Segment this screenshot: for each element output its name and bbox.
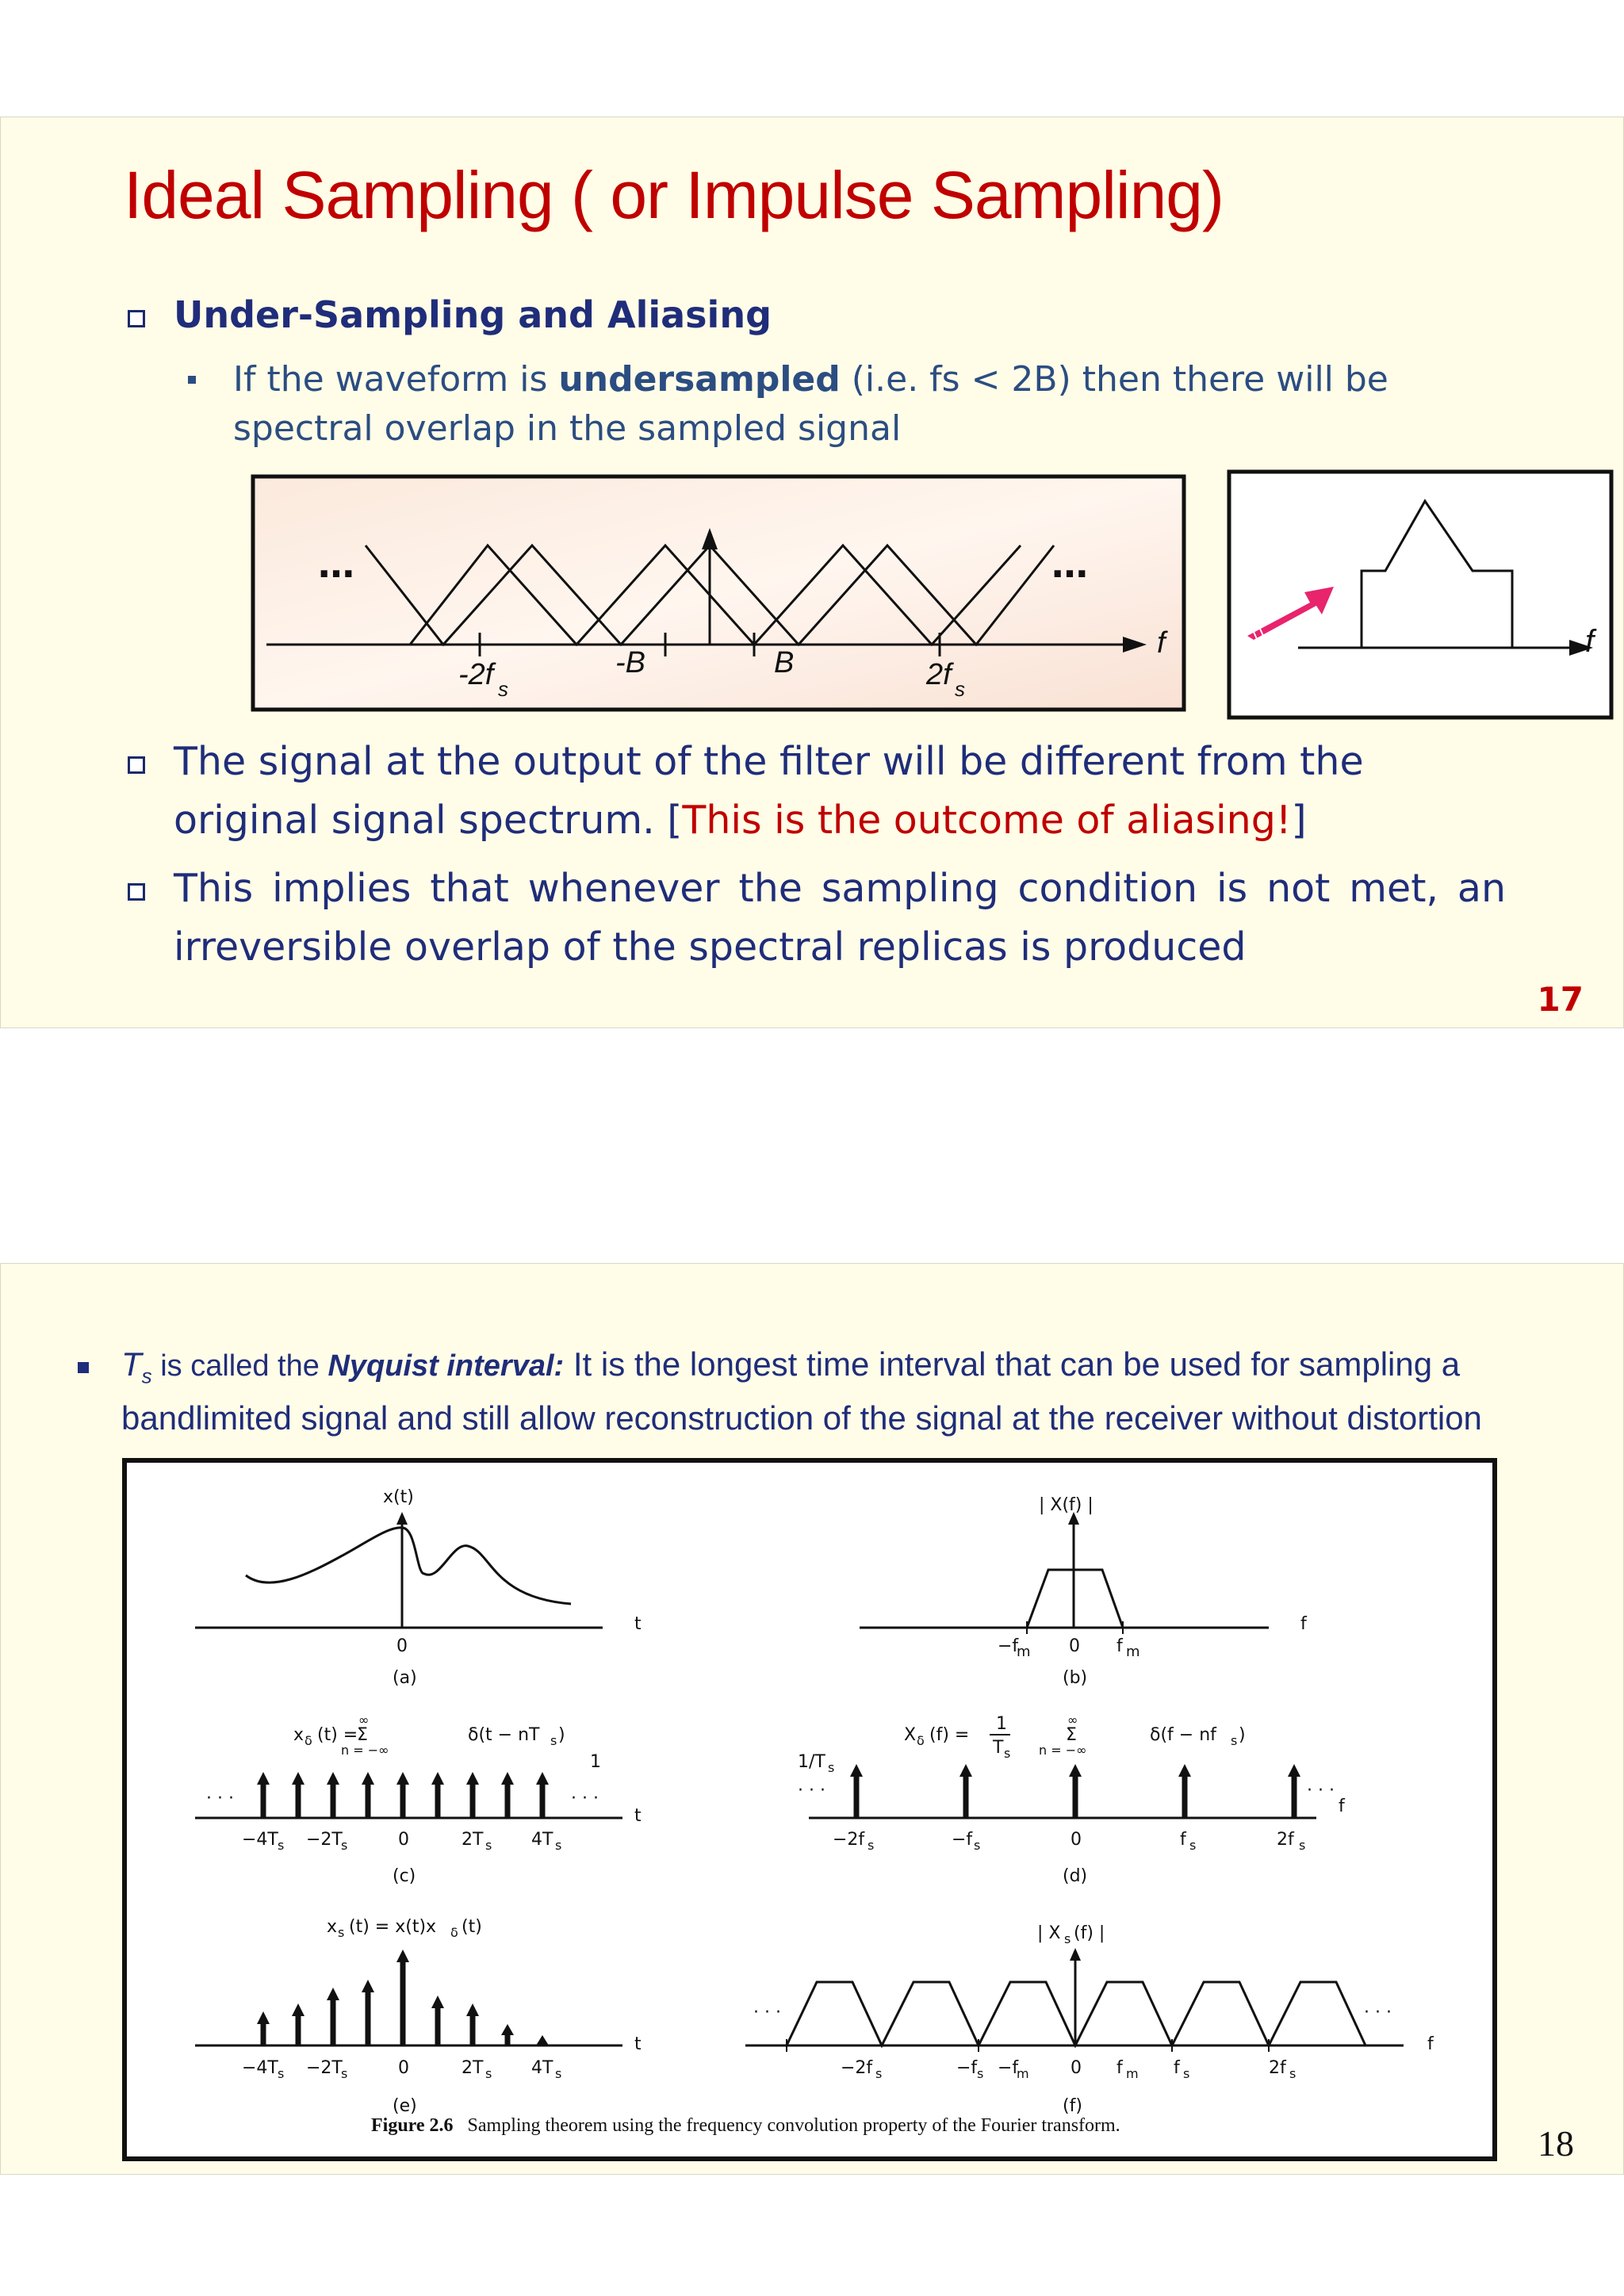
- svg-text:0: 0: [398, 2058, 409, 2078]
- undersampling-description: If the waveform is undersampled (i.e. fs < 2B) then there will be spectral overlap in the sampled signal: [233, 359, 1388, 449]
- svg-text:T: T: [993, 1738, 1004, 1758]
- svg-text:s: s: [1299, 1838, 1306, 1853]
- e-tag: (e): [393, 2096, 417, 2116]
- svg-text:f: f: [1116, 2058, 1123, 2078]
- svg-text:−f: −f: [956, 2058, 978, 2078]
- svg-text:1: 1: [996, 1714, 1007, 1734]
- svg-text:· · ·: · · ·: [1307, 1781, 1335, 1800]
- svg-text:s: s: [868, 1838, 875, 1853]
- svg-text:s: s: [1189, 1838, 1197, 1853]
- svg-text:s: s: [977, 2066, 984, 2081]
- b-ylabel: | X(f) |: [1039, 1495, 1094, 1515]
- svg-text:−2f: −2f: [841, 2058, 873, 2078]
- svg-text:s: s: [1231, 1733, 1238, 1748]
- svg-text:4T: 4T: [531, 1830, 553, 1850]
- svg-text:−f: −f: [952, 1830, 973, 1850]
- svg-text:δ: δ: [304, 1733, 312, 1748]
- svg-text:s: s: [974, 1838, 981, 1853]
- figure-caption: Figure 2.6 Sampling theorem using the frequency convolution property of the Fourier transform.: [371, 2115, 1120, 2136]
- svg-text:n = −∞: n = −∞: [1039, 1743, 1087, 1758]
- svg-text:(f) |: (f) |: [1074, 1923, 1105, 1943]
- svg-text:m: m: [1126, 2066, 1139, 2081]
- svg-text:f: f: [1180, 1830, 1186, 1850]
- svg-text:f: f: [1427, 2034, 1434, 2054]
- svg-text:2T: 2T: [462, 2058, 484, 2078]
- svg-text:· · ·: · · ·: [753, 2003, 781, 2022]
- svg-text:f: f: [1300, 1614, 1307, 1634]
- svg-text:−f: −f: [998, 2058, 1019, 2078]
- slide-18: [0, 1263, 1624, 2175]
- ellipsis-left: …: [318, 543, 354, 586]
- svg-text:1/T: 1/T: [798, 1752, 825, 1772]
- sampling-figure: [122, 1458, 1497, 2161]
- svg-text:s: s: [1183, 2066, 1190, 2081]
- checkbox-bullet-icon: [128, 883, 145, 901]
- nyquist-interval-text: $T_s$ is called the Nyquist interval: It is the longest time interval that can be used for sampling a bandlimited signal and still allow reconstruction of the signal at the receiver without distortion: [121, 1345, 1482, 1437]
- sampled-signal-e: [263, 1958, 508, 2045]
- svg-text:−f: −f: [998, 1636, 1019, 1656]
- a-ylabel: x(t): [383, 1487, 414, 1507]
- svg-text:(t): (t): [462, 1917, 482, 1937]
- svg-text:· · ·: · · ·: [798, 1781, 825, 1800]
- svg-text:δ(t − nT: δ(t − nT: [468, 1725, 540, 1745]
- page-number: 18: [1538, 2123, 1574, 2164]
- svg-text:0: 0: [398, 1830, 409, 1850]
- svg-text:4T: 4T: [531, 2058, 553, 2078]
- svg-text:s: s: [498, 677, 508, 701]
- axis-f-label: f: [1157, 626, 1166, 660]
- svg-text:∞: ∞: [1067, 1712, 1078, 1728]
- svg-text:m: m: [1017, 2066, 1029, 2081]
- svg-text:s: s: [1064, 1931, 1071, 1946]
- svg-text:m: m: [1126, 1644, 1140, 1660]
- svg-text:0: 0: [1071, 2058, 1082, 2078]
- svg-text:m: m: [1017, 1644, 1031, 1660]
- square-bullet-icon: [78, 1362, 89, 1373]
- overlap-paragraph: This implies that whenever the sampling condition is not met, an irreversible overlap of the spectral replicas is produced: [174, 866, 1506, 970]
- svg-text:s: s: [955, 677, 965, 701]
- svg-text:s: s: [278, 2066, 285, 2081]
- svg-text:s: s: [828, 1760, 835, 1775]
- sampling-theorem-figure: [127, 1463, 1492, 2156]
- svg-text:t: t: [634, 1806, 642, 1826]
- aliasing-spectrum-diagram: [251, 474, 1186, 712]
- checkbox-bullet-icon: [128, 756, 145, 774]
- f-ylabel: | X: [1037, 1923, 1061, 1943]
- tick-b: B: [774, 646, 795, 679]
- slide-17: [0, 117, 1624, 1028]
- checkbox-bullet-icon: [128, 310, 145, 327]
- svg-text:2f: 2f: [1269, 2058, 1286, 2078]
- svg-text:δ: δ: [450, 1925, 458, 1940]
- svg-text:0: 0: [1071, 1830, 1082, 1850]
- svg-text:(f) =: (f) =: [929, 1725, 970, 1745]
- impulse-train-d: [856, 1772, 1294, 1818]
- svg-text:δ(f − nf: δ(f − nf: [1150, 1725, 1216, 1745]
- slide-title: Ideal Sampling ( or Impulse Sampling): [124, 158, 1224, 232]
- svg-text:2T: 2T: [462, 1830, 484, 1850]
- svg-text:· · ·: · · ·: [206, 1789, 234, 1808]
- svg-text:s: s: [1289, 2066, 1297, 2081]
- tick-minus-2fs: -2f: [458, 658, 494, 691]
- svg-text:f: f: [1339, 1797, 1345, 1816]
- d-tag: (d): [1063, 1866, 1088, 1886]
- svg-text:x: x: [293, 1725, 304, 1745]
- svg-text:): ): [558, 1725, 565, 1745]
- svg-text:−2f: −2f: [833, 1830, 865, 1850]
- svg-text:· · ·: · · ·: [1364, 2003, 1392, 2022]
- svg-text:s: s: [341, 1838, 348, 1853]
- a-tag: (a): [393, 1668, 417, 1688]
- svg-text:n = −∞: n = −∞: [341, 1743, 389, 1758]
- c-tag: (c): [393, 1866, 416, 1886]
- svg-text:s: s: [555, 2066, 562, 2081]
- svg-text:∞: ∞: [358, 1712, 370, 1728]
- ellipsis-right: …: [1051, 543, 1088, 586]
- svg-text:s: s: [278, 1838, 285, 1853]
- svg-text:s: s: [550, 1733, 557, 1748]
- svg-text:Σ: Σ: [357, 1725, 368, 1745]
- svg-text:s: s: [338, 1925, 345, 1940]
- filter-output-paragraph: The signal at the output of the filter will be different from the original signal spectrum. [This is the outcome of aliasing!]: [174, 739, 1364, 843]
- svg-text:t: t: [634, 2034, 642, 2054]
- filter-axis-f: f: [1585, 624, 1595, 659]
- filter-output-diagram: [1227, 469, 1614, 720]
- svg-text:s: s: [555, 1838, 562, 1853]
- svg-text:· · ·: · · ·: [571, 1789, 599, 1808]
- svg-text:(t) =: (t) =: [317, 1725, 358, 1745]
- svg-text:s: s: [341, 2066, 348, 2081]
- svg-text:s: s: [875, 2066, 883, 2081]
- svg-text:Σ: Σ: [1066, 1725, 1077, 1745]
- tick-minus-b: -B: [615, 646, 645, 679]
- svg-text:(t) = x(t)x: (t) = x(t)x: [349, 1917, 437, 1937]
- svg-text:f: f: [1116, 1636, 1123, 1656]
- impulse-train-c: [263, 1780, 542, 1818]
- svg-text:0: 0: [396, 1636, 408, 1656]
- b-tag: (b): [1063, 1668, 1088, 1688]
- svg-text:2f: 2f: [1277, 1830, 1294, 1850]
- svg-text:x: x: [327, 1917, 338, 1937]
- section-heading: Under-Sampling and Aliasing: [174, 293, 772, 336]
- svg-text:−4T: −4T: [242, 1830, 278, 1850]
- svg-text:δ: δ: [917, 1733, 925, 1748]
- svg-text:s: s: [485, 1838, 492, 1853]
- tick-2fs: 2f: [926, 658, 952, 691]
- svg-text:0: 0: [1069, 1636, 1080, 1656]
- page-number: 17: [1537, 980, 1584, 1019]
- svg-text:−4T: −4T: [242, 2058, 278, 2078]
- svg-text:X: X: [904, 1725, 917, 1745]
- svg-text:s: s: [485, 2066, 492, 2081]
- svg-text:1: 1: [590, 1752, 601, 1772]
- svg-text:f: f: [1174, 2058, 1180, 2078]
- svg-text:): ): [1239, 1725, 1246, 1745]
- svg-text:−2T: −2T: [306, 1830, 343, 1850]
- square-bullet-icon: [188, 376, 196, 384]
- svg-text:t: t: [634, 1614, 642, 1634]
- svg-text:−2T: −2T: [306, 2058, 343, 2078]
- svg-text:s: s: [1004, 1746, 1011, 1761]
- f-tag: (f): [1063, 2096, 1082, 2116]
